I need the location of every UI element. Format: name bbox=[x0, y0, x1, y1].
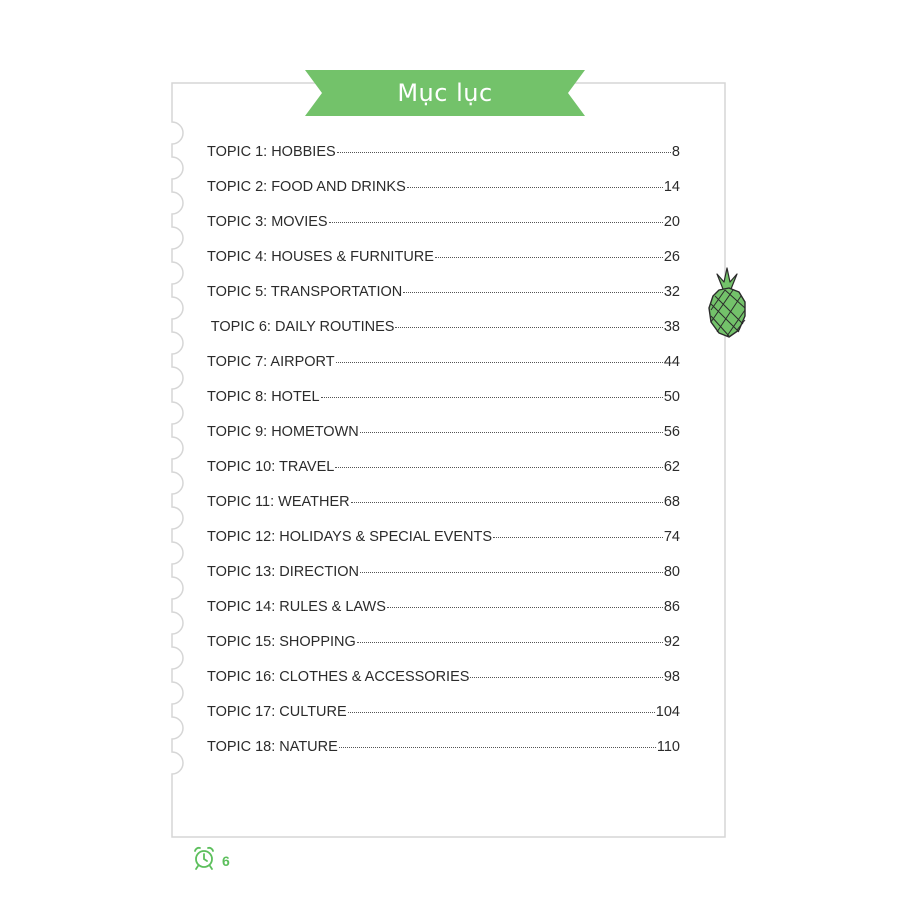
toc-entry-page: 98 bbox=[663, 669, 680, 685]
toc-entry bbox=[207, 599, 680, 634]
toc-entry-title: TOPIC 9: HOMETOWN bbox=[207, 424, 359, 440]
toc-entry-title: TOPIC 17: CULTURE bbox=[207, 704, 347, 720]
toc-entry-page: 92 bbox=[663, 634, 680, 650]
toc-entry bbox=[207, 739, 680, 774]
dot-leader bbox=[360, 432, 663, 433]
toc-entry bbox=[207, 459, 680, 494]
toc-entry-title: TOPIC 4: HOUSES & FURNITURE bbox=[207, 249, 434, 265]
toc-entry bbox=[207, 319, 680, 354]
toc-entry-title: TOPIC 8: HOTEL bbox=[207, 389, 320, 405]
dot-leader bbox=[335, 467, 663, 468]
toc-entry-title: TOPIC 3: MOVIES bbox=[207, 214, 328, 230]
dot-leader bbox=[321, 397, 663, 398]
dot-leader bbox=[336, 362, 663, 363]
toc-entry bbox=[207, 214, 680, 249]
toc-entry-title: TOPIC 13: DIRECTION bbox=[207, 564, 360, 580]
toc-entry-page: 68 bbox=[663, 494, 680, 510]
toc-entry-page: 50 bbox=[663, 389, 680, 405]
toc-entry-page: 104 bbox=[655, 704, 680, 720]
dot-leader bbox=[360, 572, 663, 573]
page-title: Mục lục bbox=[397, 79, 493, 107]
toc-entry-page: 44 bbox=[663, 354, 680, 370]
dot-leader bbox=[395, 327, 662, 328]
toc-entry bbox=[207, 354, 680, 389]
toc-entry-page: 26 bbox=[663, 249, 680, 265]
toc-entry-page: 74 bbox=[663, 529, 680, 545]
toc-entry-page: 8 bbox=[671, 144, 680, 160]
dot-leader bbox=[435, 257, 663, 258]
toc-entry bbox=[207, 424, 680, 459]
toc-entry bbox=[207, 249, 680, 284]
toc-entry-page: 86 bbox=[663, 599, 680, 615]
toc-entry bbox=[207, 284, 680, 319]
alarm-clock-icon bbox=[192, 845, 216, 871]
dot-leader bbox=[387, 607, 663, 608]
dot-leader bbox=[403, 292, 663, 293]
toc-entry-title: TOPIC 6: DAILY ROUTINES bbox=[207, 319, 395, 335]
toc-entry-page: 32 bbox=[663, 284, 680, 300]
toc-entry-title: TOPIC 10: TRAVEL bbox=[207, 459, 335, 475]
toc-entry bbox=[207, 529, 680, 564]
table-of-contents bbox=[207, 144, 680, 774]
toc-entry-title: TOPIC 12: HOLIDAYS & SPECIAL EVENTS bbox=[207, 529, 492, 545]
toc-entry bbox=[207, 669, 680, 704]
dot-leader bbox=[407, 187, 663, 188]
toc-entry-title: TOPIC 1: HOBBIES bbox=[207, 144, 336, 160]
dot-leader bbox=[337, 152, 671, 153]
toc-entry bbox=[207, 389, 680, 424]
toc-entry-page: 14 bbox=[663, 179, 680, 195]
toc-entry-page: 80 bbox=[663, 564, 680, 580]
toc-entry bbox=[207, 704, 680, 739]
toc-entry bbox=[207, 144, 680, 179]
page-number: 6 bbox=[222, 853, 230, 869]
toc-entry-title: TOPIC 14: RULES & LAWS bbox=[207, 599, 386, 615]
toc-entry-page: 110 bbox=[656, 739, 680, 755]
dot-leader bbox=[348, 712, 655, 713]
toc-entry-title: TOPIC 18: NATURE bbox=[207, 739, 338, 755]
toc-entry-title: TOPIC 16: CLOTHES & ACCESSORIES bbox=[207, 669, 470, 685]
dot-leader bbox=[357, 642, 663, 643]
toc-entry-page: 38 bbox=[663, 319, 680, 335]
dot-leader bbox=[329, 222, 663, 223]
toc-entry-title: TOPIC 5: TRANSPORTATION bbox=[207, 284, 403, 300]
toc-entry-title: TOPIC 11: WEATHER bbox=[207, 494, 350, 510]
dot-leader bbox=[470, 677, 662, 678]
toc-entry-title: TOPIC 7: AIRPORT bbox=[207, 354, 335, 370]
toc-entry-page: 20 bbox=[663, 214, 680, 230]
toc-entry bbox=[207, 494, 680, 529]
dot-leader bbox=[493, 537, 663, 538]
toc-entry-title: TOPIC 15: SHOPPING bbox=[207, 634, 356, 650]
pineapple-icon bbox=[703, 266, 751, 340]
toc-entry bbox=[207, 634, 680, 669]
toc-entry bbox=[207, 564, 680, 599]
toc-entry bbox=[207, 179, 680, 214]
dot-leader bbox=[339, 747, 656, 748]
dot-leader bbox=[351, 502, 663, 503]
toc-entry-page: 56 bbox=[663, 424, 680, 440]
toc-entry-page: 62 bbox=[663, 459, 680, 475]
toc-entry-title: TOPIC 2: FOOD AND DRINKS bbox=[207, 179, 406, 195]
